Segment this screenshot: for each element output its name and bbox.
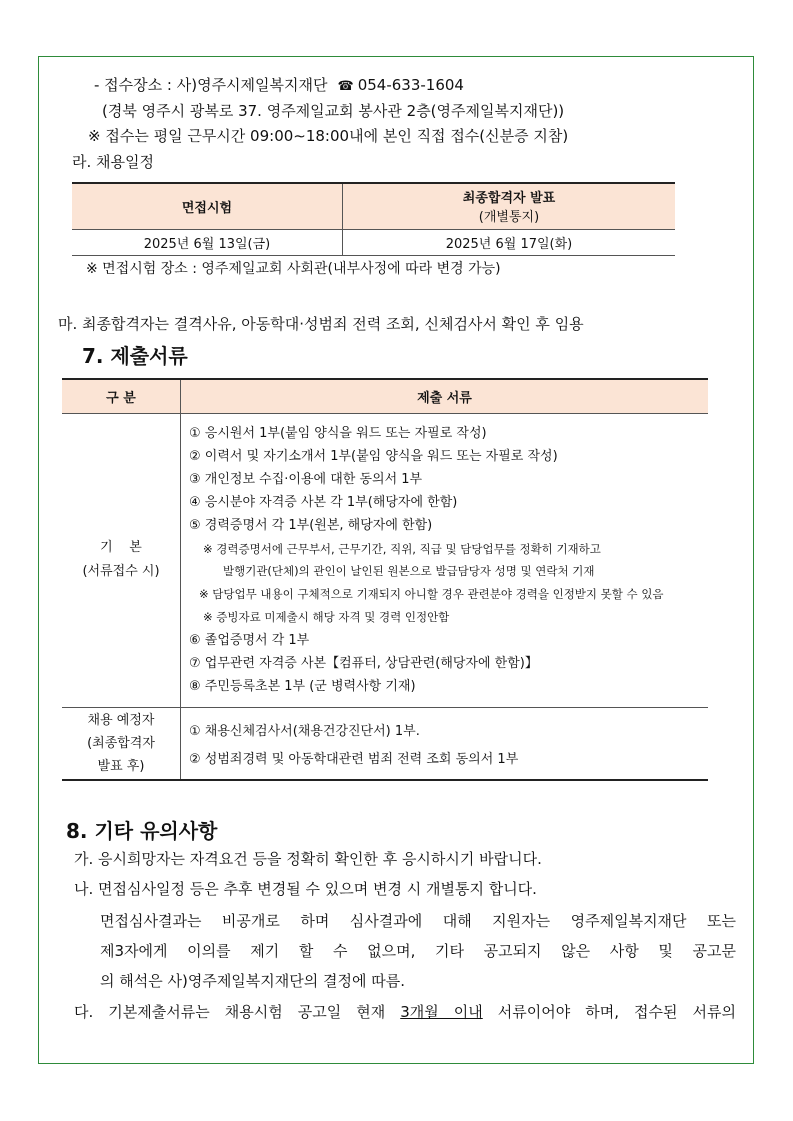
final-label-line1: 채용 예정자 (87, 712, 155, 728)
reception-place-line (94, 74, 464, 95)
list-note: 발행기관(단체)의 관인이 날인된 원본으로 발급담당자 성명 및 연락처 기재 (223, 564, 595, 579)
schedule-heading: 라. 채용일정 (72, 153, 154, 171)
schedule-header-interview: 면접시험 (72, 183, 343, 229)
list-item: ② 이력서 및 자기소개서 1부(붙임 양식을 워드 또는 자필로 작성) (189, 448, 558, 464)
section7-title: 7. 제출서류 (82, 344, 188, 368)
documents-final-list (181, 707, 709, 780)
section8-na-cont-1: 면접심사결과는 비공개로 하며 심사결과에 대해 지원자는 영주제일복지재단 또는 (100, 912, 736, 930)
list-item: ④ 응시분야 자격증 사본 각 1부(해당자에 한함) (189, 495, 458, 511)
list-item: ⑦ 업무관련 자격증 사본【컴퓨터, 상담관련(해당자에 한함)】 (189, 655, 538, 671)
list-note: ※ 담당업무 내용이 구체적으로 기재되지 아니할 경우 관련분야 경력을 인정받지 못할 수 있음 (199, 587, 664, 602)
list-item: ⑧ 주민등록초본 1부 (군 병력사항 기재) (189, 679, 416, 695)
list-item: ③ 개인정보 수집·이용에 대한 동의서 1부 (189, 471, 423, 487)
reception-place: - 접수장소 : 사)영주시제일복지재단 (94, 76, 328, 94)
reception-address: (경북 영주시 광복로 37. 영주제일교회 봉사관 2층(영주제일복지재단)) (102, 102, 565, 120)
basic-label-line1: 기 본 (100, 540, 142, 555)
documents-header-row (62, 379, 708, 413)
documents-final-row (62, 707, 708, 780)
schedule-announcement-date: 2025년 6월 17일(화) (445, 236, 573, 252)
documents-header-documents: 제출 서류 (417, 390, 472, 406)
section8-item-ga: 가. 응시희망자는 자격요건 등을 정확히 확인한 후 응시하시기 바랍니다. (74, 850, 542, 868)
schedule-table (72, 182, 675, 256)
phone-icon: ☎ (337, 79, 354, 94)
item-ma: 마. 최종합격자는 결격사유, 아동학대·성범죄 전력 조회, 신체검사서 확인 후 임용 (58, 315, 584, 333)
documents-header-category: 구 분 (62, 379, 181, 413)
list-note: ※ 증빙자료 미제출시 해당 자격 및 경력 인정안함 (203, 609, 450, 624)
list-item: ① 채용신체검사서(채용건강진단서) 1부. (189, 723, 420, 739)
schedule-header-row (72, 183, 675, 229)
documents-table (62, 378, 708, 781)
list-note: ※ 경력증명서에 근무부서, 근무기간, 직위, 직급 및 담당업무를 정확히 기재하고 (203, 541, 601, 556)
list-item: ② 성범죄경력 및 아동학대관련 범죄 전력 조회 동의서 1부 (189, 751, 519, 767)
documents-basic-list (181, 413, 709, 707)
section8-item-da (74, 997, 736, 1027)
section8-item-na: 나. 면접심사일정 등은 추후 변경될 수 있으며 변경 시 개별통지 합니다. (74, 880, 537, 898)
da-suffix: 서류이어야 하며, 접수된 서류의 (497, 1003, 736, 1021)
list-item: ① 응시원서 1부(붙임 양식을 워드 또는 자필로 작성) (189, 425, 487, 441)
list-item: ⑥ 졸업증명서 각 1부 (189, 632, 310, 648)
da-prefix: 다. 기본제출서류는 채용시험 공고일 현재 (74, 1003, 386, 1021)
schedule-note: ※ 면접시험 장소 : 영주제일교회 사회관(내부사정에 따라 변경 가능) (86, 261, 501, 277)
section8-title: 8. 기타 유의사항 (66, 819, 218, 843)
schedule-header-announcement: 최종합격자 발표 (개별통지) (343, 183, 676, 229)
reception-phone: 054-633-1604 (357, 76, 464, 94)
documents-final-label (62, 707, 181, 780)
documents-basic-label (62, 413, 181, 707)
basic-label-line2: (서류접수 시) (82, 564, 160, 579)
final-label-line3: 발표 후) (97, 758, 145, 774)
schedule-date-row (72, 229, 675, 255)
da-underlined: 3개월 이내 (400, 1003, 483, 1021)
final-label-line2: (최종합격자 (87, 735, 155, 751)
section8-na-cont-3: 의 해석은 사)영주제일복지재단의 결정에 따름. (100, 972, 406, 990)
schedule-interview-date: 2025년 6월 13일(금) (72, 229, 343, 255)
documents-basic-row (62, 413, 708, 707)
schedule-header-announcement-sub: (개별통지) (478, 210, 540, 226)
list-item: ⑤ 경력증명서 각 1부(원본, 해당자에 한함) (189, 518, 433, 534)
section8-na-cont-2: 제3자에게 이의를 제기 할 수 없으며, 기타 공고되지 않은 사항 및 공고문 (100, 942, 736, 960)
reception-note: ※ 접수는 평일 근무시간 09:00∼18:00내에 본인 직접 접수(신분증 지참) (88, 127, 569, 145)
